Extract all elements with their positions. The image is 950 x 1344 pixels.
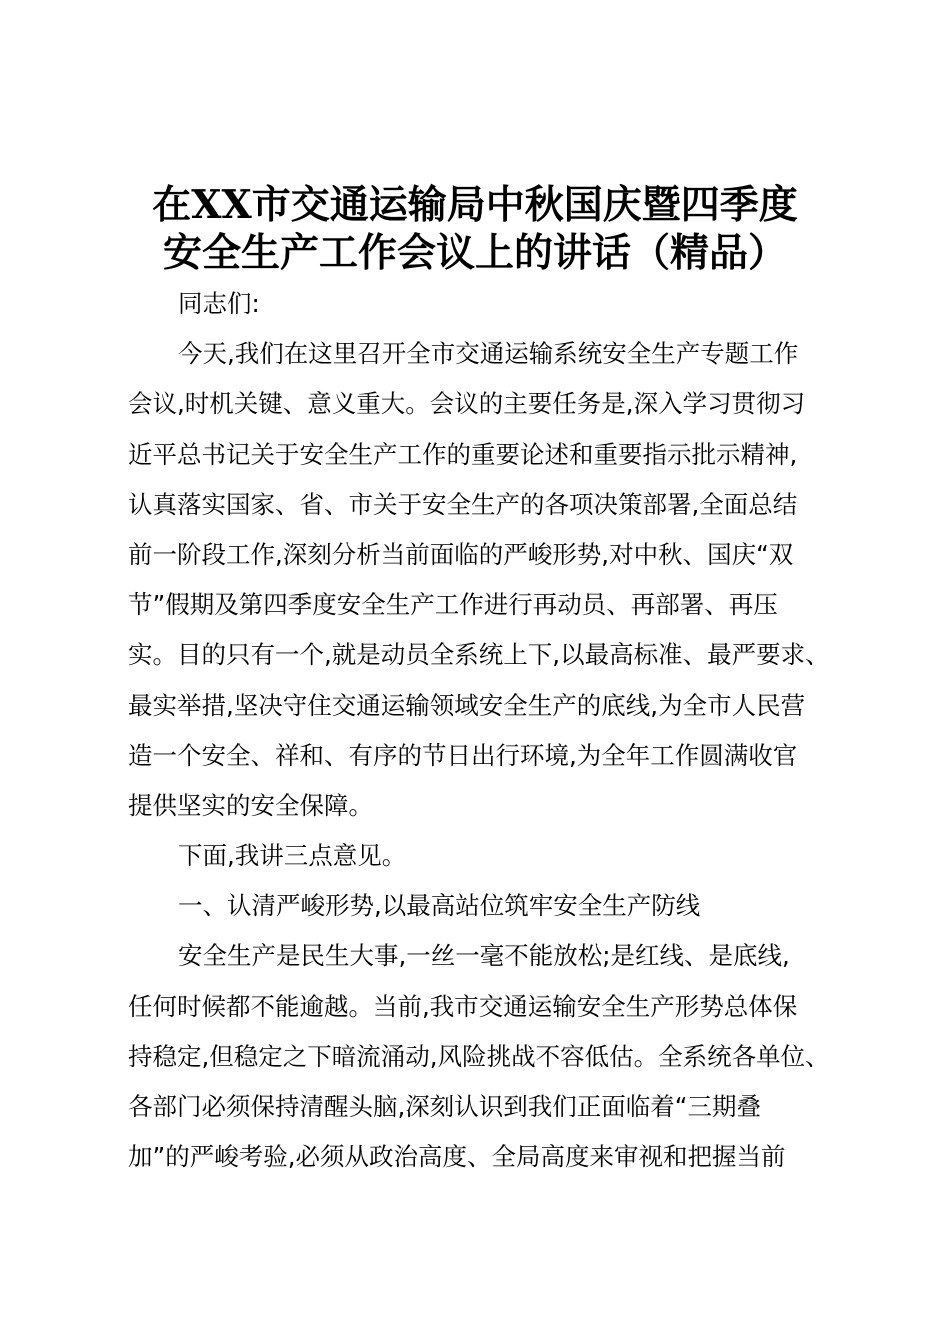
document-title (120, 181, 830, 277)
paragraph-line: 提供坚实的安全保障。 (128, 790, 373, 820)
section-heading: 一、认清严峻形势,以最高站位筑牢安全生产防线 (178, 891, 701, 921)
paragraph-line: 造一个安全、祥和、有序的节日出行环境,为全年工作圆满收官 (128, 740, 798, 770)
paragraph-line: 持稳定,但稳定之下暗流涌动,风险挑战不容低估。全系统各单位、 (128, 1041, 830, 1071)
paragraph-line: 会议,时机关键、意义重大。会议的主要任务是,深入学习贯彻习 (128, 389, 806, 419)
salutation: 同志们: (178, 289, 260, 318)
paragraph-line: 节”假期及第四季度安全生产工作进行再动员、再部署、再压 (128, 590, 778, 620)
document-body (128, 279, 830, 1182)
paragraph-line: 最实举措,坚决守住交通运输领域安全生产的底线,为全市人民营 (128, 690, 806, 720)
paragraph-line: 今天,我们在这里召开全市交通运输系统安全生产专题工作 (178, 339, 799, 369)
paragraph-line: 加”的严峻考验,必须从政治高度、全局高度来审视和把握当前 (128, 1142, 786, 1172)
paragraph-line: 前一阶段工作,深刻分析当前面临的严峻形势,对中秋、国庆“双 (128, 539, 794, 569)
paragraph-line: 安全生产是民生大事,一丝一毫不能放松;是红线、是底线, (178, 941, 790, 971)
paragraph-line: 任何时候都不能逾越。当前,我市交通运输安全生产形势总体保 (128, 991, 798, 1021)
title-line-1: 在XX市交通运输局中秋国庆暨四季度 (152, 182, 798, 228)
paragraph-line: 下面,我讲三点意见。 (178, 841, 407, 871)
paragraph-line: 认真落实国家、省、市关于安全生产的各项决策部署,全面总结 (128, 489, 798, 519)
paragraph-line: 实。目的只有一个,就是动员全系统上下,以最高标准、最严要求、 (128, 640, 830, 670)
paragraph-line: 近平总书记关于安全生产工作的重要论述和重要指示批示精神, (128, 439, 798, 469)
title-line-2: 安全生产工作会议上的讲话（精品） (162, 230, 787, 276)
paragraph-line: 各部门必须保持清醒头脑,深刻认识到我们正面临着“三期叠 (128, 1092, 761, 1121)
